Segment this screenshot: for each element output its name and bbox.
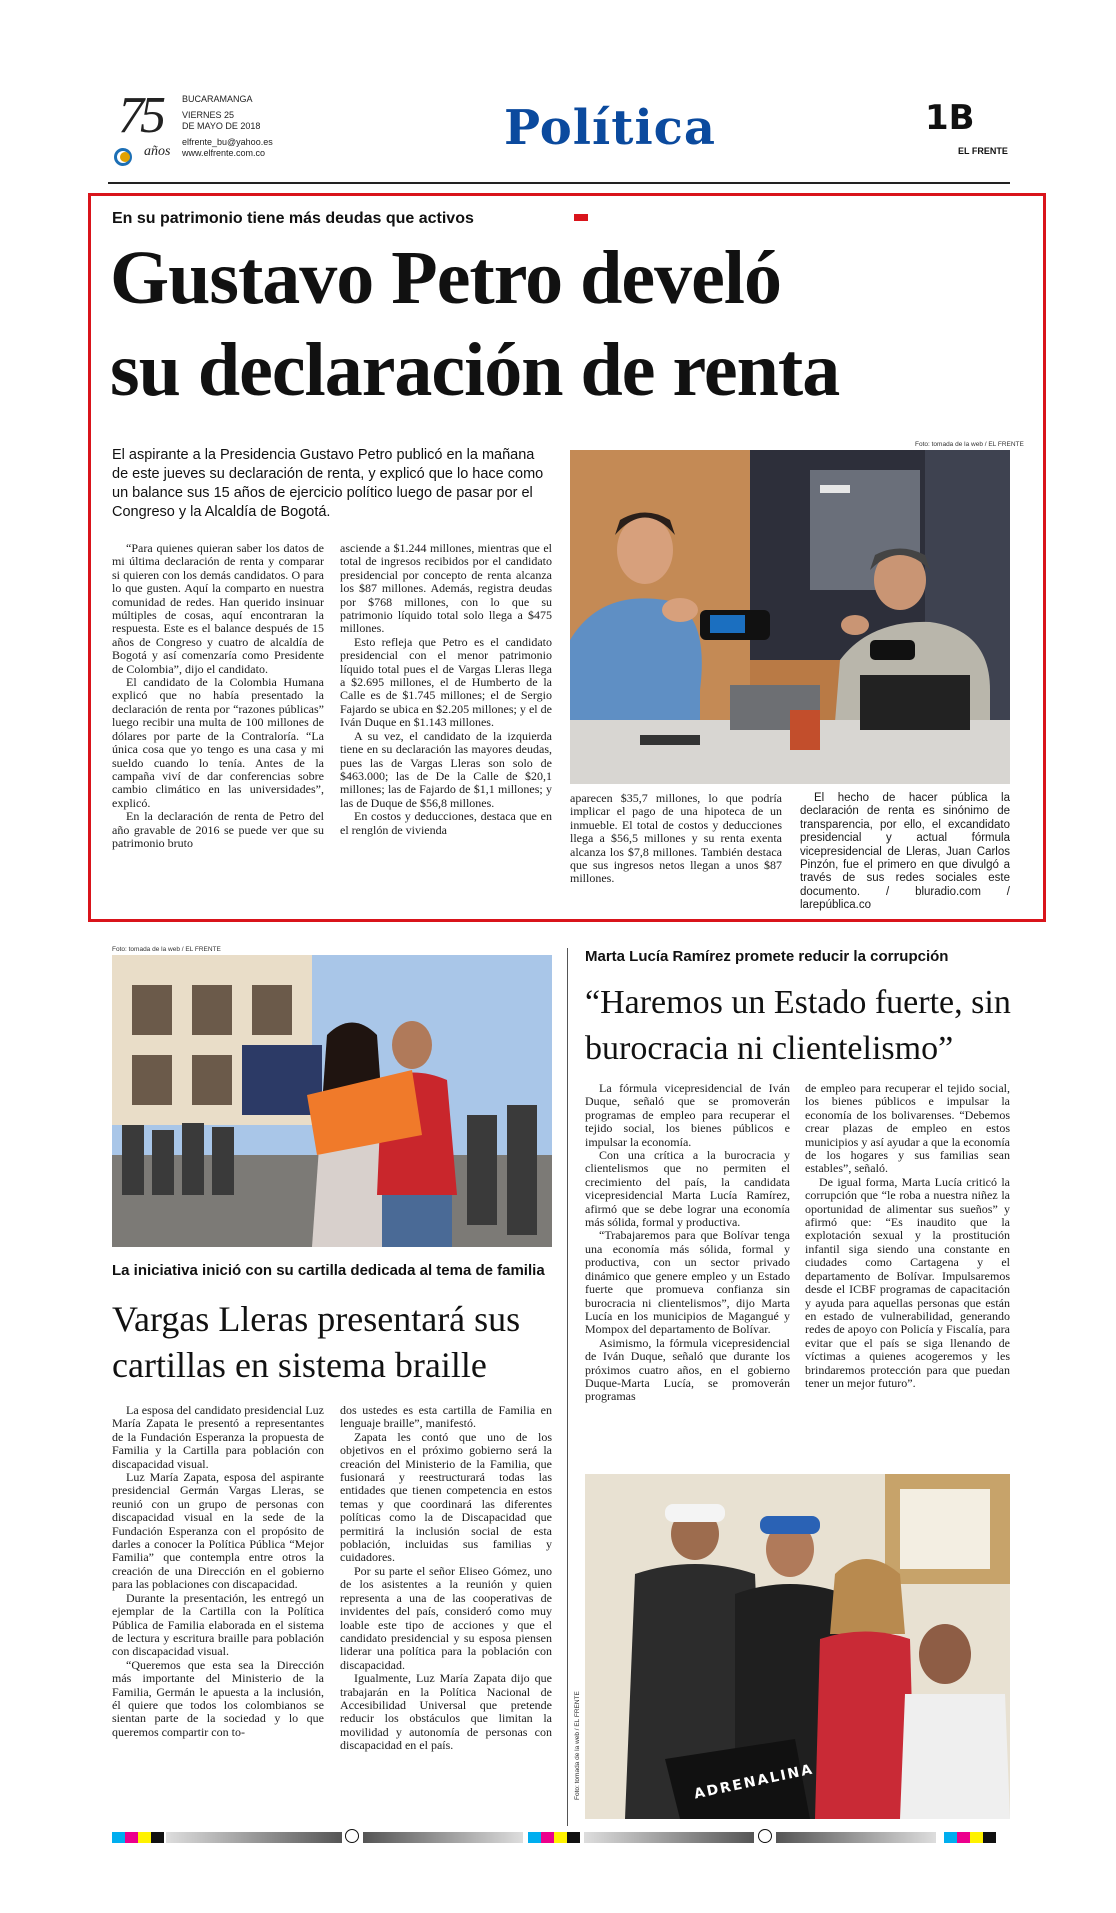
story3-col-2: de empleo para recuperar el tejido social, los bienes públicos e impulsar la economía de los bolivarenses. “Debemos crear plazas de empleo en estos municipios y así ayudar a que la economía de los hogares y sus familias sean estables”, señaló. De igual forma, Marta Lucía criticó la corrupción que “le roba a nuestra niñez la oportunidad de alimentar sus sueños” y afirmó que: “Es inaudito que la explotación sexual y la prostitución infantil siga siendo una constante en ciudades como Cartagena y el departamento de Bolívar. Impulsaremos desde el ICBF programas de capacitación y ayuda para aquellas personas que están en estado de vulnerabilidad, generando redes de apoyo con Policía y Fiscalía, para evitar que el país se siga llenando de víctimas a quienes acogeremos y les brindaremos protección para que puedan tener un mejor futuro”. [805, 1081, 1010, 1390]
website[interactable]: www.elfrente.com.co [182, 148, 266, 158]
masthead-info [182, 94, 352, 159]
main-lead: El aspirante a la Presidencia Gustavo Petro publicó en la mañana de este jueves su declaración de renta, y explicó que lo hace como un balance sus 15 años de ejercicio político luego de pasar por el Congreso y la Alcaldía de Bogotá. [112, 447, 544, 520]
photo-illustration [112, 955, 552, 1247]
story3-kicker: Marta Lucía Ramírez promete reducir la corrupción [585, 948, 949, 965]
main-col-1: “Para quienes quieran saber los datos de mi última declaración de renta y comparar si quieren con los demás candidatos. O para lo que gusten. Aquí la comparto en nuestra comunidad de redes. Han querido insinuar múltiples de cosas, aquí encontraran la respuesta. Este es el balance después de 15 años de Congreso y cuatro de alcaldía de Bogotá y así comenzaría como Presidente de Colombia”, dijo el candidato. El candidato de la Colombia Humana explicó que no había presentado la declaración de renta por “razones públicas” luego recibir una multa de 100 millones de dólares por parte de la Contraloría. “La única cosa que yo tengo es una casa y mi sueldo cuando lo tenía. Antes de la campaña viví de dar conferencias sobre cambio climático en las universidades”, explicó. En la declaración de renta de Petro del año gravable de 2016 se puede ver que su patrimonio bruto [112, 541, 324, 850]
story3-headline: “Haremos un Estado fuerte, sin burocracia ni clientelismo” [585, 984, 1011, 1067]
city: BUCARAMANGA [182, 94, 253, 104]
petro-interview-photo [570, 450, 1010, 784]
photo-illustration [570, 450, 1010, 784]
main-headline: Gustavo Petro develó su declaración de renta [110, 236, 840, 412]
story2-headline: Vargas Lleras presentará sus cartillas en sistema braille [112, 1299, 521, 1385]
day: VIERNES 25 [182, 110, 235, 120]
color-registration-mid [528, 1832, 580, 1843]
gray-ramp-left [166, 1832, 342, 1843]
gray-ramp-mid [363, 1832, 523, 1843]
red-marker [574, 214, 588, 221]
story2-col-2: dos ustedes es esta cartilla de Familia en lenguaje braille”, manifestó. Zapata les contó que uno de los objetivos en el próximo gobierno será la creación del Ministerio de la Familia, que fusionará y reestructurará todas las entidades que tienen competencia en estos temas y que coordinará las diferentes políticas como la de Discapacidad que permitirá la inclusión social de esta población, incluidas sus familias y cuidadores. Por su parte el señor Eliseo Gómez, uno de los asistentes a la reunión y quien representa a una de las cooperativas de invidentes del país, consideró como muy loable este tipo de acciones y que el candidato presidencial y su esposa piensen liderar una política para la población con discapacidad. Igualmente, Luz María Zapata dijo que trabajarán en la Política Nacional de Accesibilidad Universal que pretende reducir los obstáculos que limitan la movilidad y autonomía de personas con discapacidad en el país. [340, 1403, 552, 1753]
anniversary-logo: 75 años [110, 92, 180, 172]
gray-ramp-right [584, 1832, 754, 1843]
column-divider [567, 948, 568, 1826]
main-col-3: aparecen $35,7 millones, lo que podría implicar el pago de una hipoteca de un inmueble. El total de costos y deducciones llega a $56,5 millones y su renta exenta alcanza los $7,8 millones. También destaca que sus ingresos netos llegan a unos $87 millones. [570, 791, 782, 886]
registration-mark [345, 1829, 359, 1843]
main-col-4: El hecho de hacer pública la declaración de renta es sinónimo de transparencia, por ello, el excandidato presidencial y actual fórmula vicepresidencial de Lleras, Juan Carlos Pinzón, fue el primero en que divulgó a través de sus redes sociales este documento. / bluradio.com / larepública.co [800, 792, 1010, 912]
gray-ramp-end [776, 1832, 936, 1843]
section-title: Política [503, 100, 717, 156]
main-kicker: En su patrimonio tiene más deudas que activos [112, 210, 474, 227]
color-registration-right [944, 1832, 996, 1843]
email[interactable]: elfrente_bu@yahoo.es [182, 137, 273, 147]
brand-label: EL FRENTE [958, 146, 1008, 156]
page-code: 1B [925, 98, 975, 138]
registration-mark [758, 1829, 772, 1843]
marta-lucia-photo [585, 1474, 1010, 1819]
photo-sign-text: ADRENALINA [692, 1761, 816, 1803]
masthead-rule [108, 182, 1010, 184]
story3-col-1: La fórmula vicepresidencial de Iván Duque, señaló que se promoverán programas de empleo para recuperar el tejido social, los bienes públicos e impulsar la economía. Con una crítica a la burocracia y clientelismos que no permiten el crecimiento del país, la candidata vicepresidencial Marta Lucía Ramírez, afirmó que se debe lograr una economía más sólida, formal y productiva. “Trabajaremos para que Bolívar tenga una economía más sólida, formal y productiva, con un sector privado dinámico que genere empleo y un Estado fuerte que promueva confianza sin burocracia ni clientelismos”, dijo Marta Lucía en los municipios de Magangué y Mompox del departamento de Bolívar. Asimismo, la fórmula vicepresidencial de Iván Duque, señaló que durante los próximos cuatro años, en el gobierno Duque-Marta Lucía, se promoverán programas [585, 1081, 790, 1404]
photo3-credit: Foto: tomada de la web / EL FRENTE [574, 1691, 581, 1800]
photo1-credit: Foto: tomada de la web / EL FRENTE [915, 441, 1024, 448]
vargas-braille-photo [112, 955, 552, 1247]
color-registration-left [112, 1832, 164, 1843]
story2-col-1: La esposa del candidato presidencial Luz María Zapata le presentó a representantes de la Fundación Esperanza la propuesta de Familia y la Cartilla para población con discapacidad visual. Luz María Zapata, esposa del aspirante presidencial Germán Vargas Lleras, se reunió con un grupo de personas con discapacidad visual en la sede de la Fundación Esperanza con el propósito de darles a conocer la Política Pública “Mejor Familia” que contempla entre otros la creación de una Dirección en el gobierno para las poblaciones con discapacidad. Durante la presentación, les entregó un ejemplar de la Cartilla con la Política Pública de Familia elaborada en el sistema de lectura y escritura braille para población con discapacidad visual. “Queremos que esta sea la Dirección más importante del Ministerio de la Familia, Germán le apuesta a la inclusión, él quiere que todos los colombianos se sientan parte de la sociedad y lo que queremos compartir con to- [112, 1403, 324, 1739]
photo2-credit: Foto: tomada de la web / EL FRENTE [112, 946, 221, 953]
date: DE MAYO DE 2018 [182, 121, 261, 131]
story2-kicker: La iniciativa inició con su cartilla dedicada al tema de familia [112, 1262, 545, 1279]
main-col-2: asciende a $1.244 millones, mientras que el total de ingresos recibidos por el candidato presidencial por concepto de renta alcanza los $87 millones. Además, registra deudas por $768 millones, con lo que su patrimonio líquido total solo llega a $475 millones. Esto refleja que Petro es el candidato presidencial con el menor patrimonio líquido total pues el de Vargas Lleras llega a $2.695 millones, el de Humberto de la Calle es de $1.745 millones; el de Sergio Fajardo se ubica en $2.205 millones; y el de Iván Duque en $1.143 millones. A su vez, el candidato de la izquierda tiene en su declaración las mayores deudas, pues las de Vargas Lleras son solo de $463.000; las de De la Calle de $20,1 millones; las de Fajardo de $1,1 millones; y las de Duque de $56,8 millones. En costos y deducciones, destaca que en el renglón de vivienda [340, 541, 552, 837]
